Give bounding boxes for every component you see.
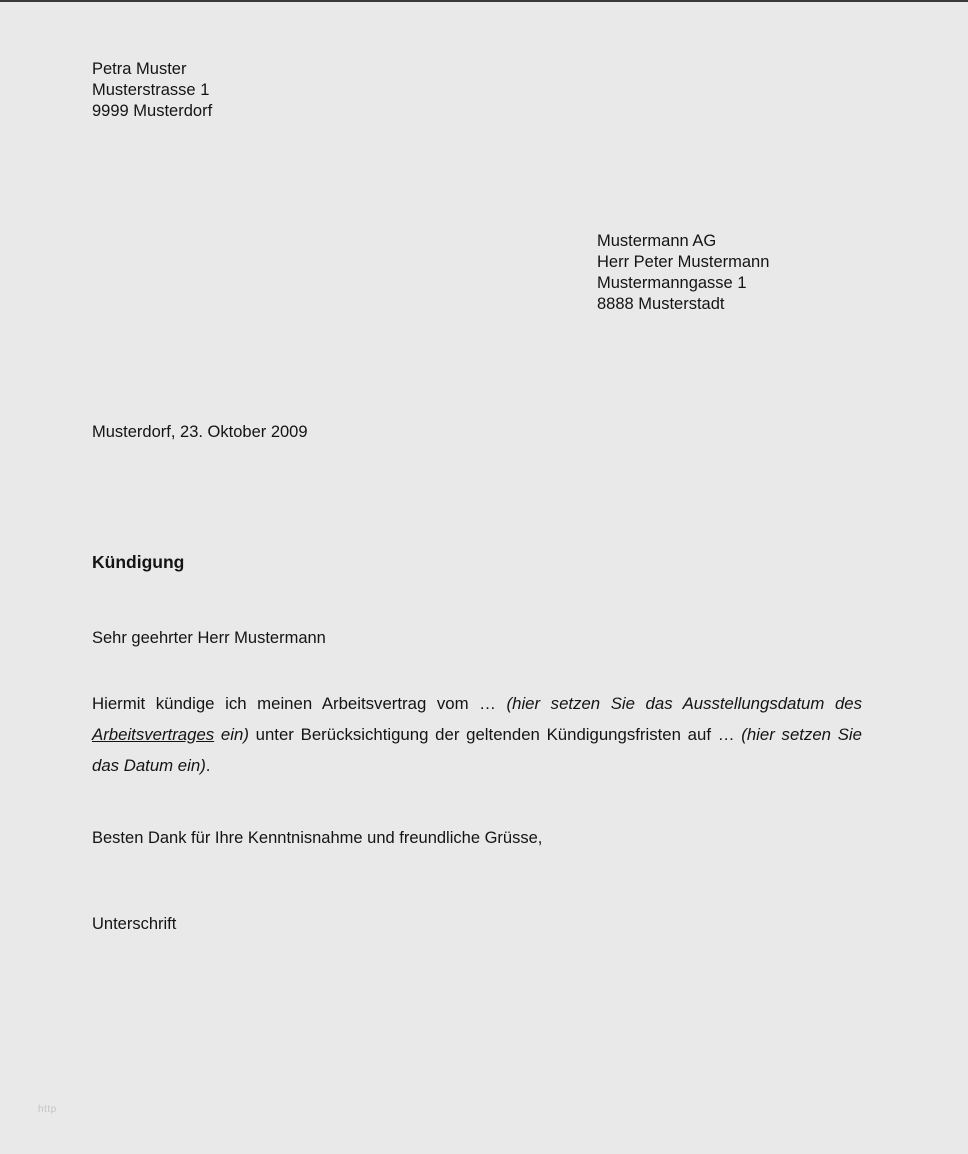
sender-name: Petra Muster — [92, 60, 187, 78]
sender-city: 9999 Musterdorf — [92, 102, 213, 120]
body-segment-plain-2: unter Berücksichtigung der geltenden Kündigungsfristen auf … — [248, 725, 742, 744]
body-segment-italic-1: (hier setzen Sie das Ausstellungsdatum des — [506, 694, 862, 713]
body-segment-italic-2: ein) — [214, 725, 249, 744]
recipient-city: 8888 Musterstadt — [597, 295, 725, 313]
body-segment-italic-3: (hier setzen Sie das Datum ein) — [92, 725, 862, 775]
body-paragraph — [92, 688, 862, 781]
closing-line: Besten Dank für Ihre Kenntnisnahme und freundliche Grüsse, — [92, 829, 543, 847]
sender-street: Musterstrasse 1 — [92, 81, 210, 99]
sender-address-block — [92, 59, 212, 122]
recipient-street: Mustermanngasse 1 — [597, 274, 747, 292]
body-segment-plain-1: Hiermit kündige ich meinen Arbeitsvertrag vom … — [92, 694, 507, 713]
salutation: Sehr geehrter Herr Mustermann — [92, 629, 326, 647]
watermark-text: http — [38, 1104, 57, 1115]
subject-heading: Kündigung — [92, 552, 185, 572]
recipient-name: Herr Peter Mustermann — [597, 253, 770, 271]
body-segment-plain-3: . — [205, 756, 211, 775]
recipient-company: Mustermann AG — [597, 232, 717, 250]
signature-label: Unterschrift — [92, 915, 177, 933]
body-segment-underlined: Arbeitsvertrages — [92, 725, 215, 744]
recipient-address-block — [597, 231, 769, 315]
date-line: Musterdorf, 23. Oktober 2009 — [92, 423, 308, 441]
